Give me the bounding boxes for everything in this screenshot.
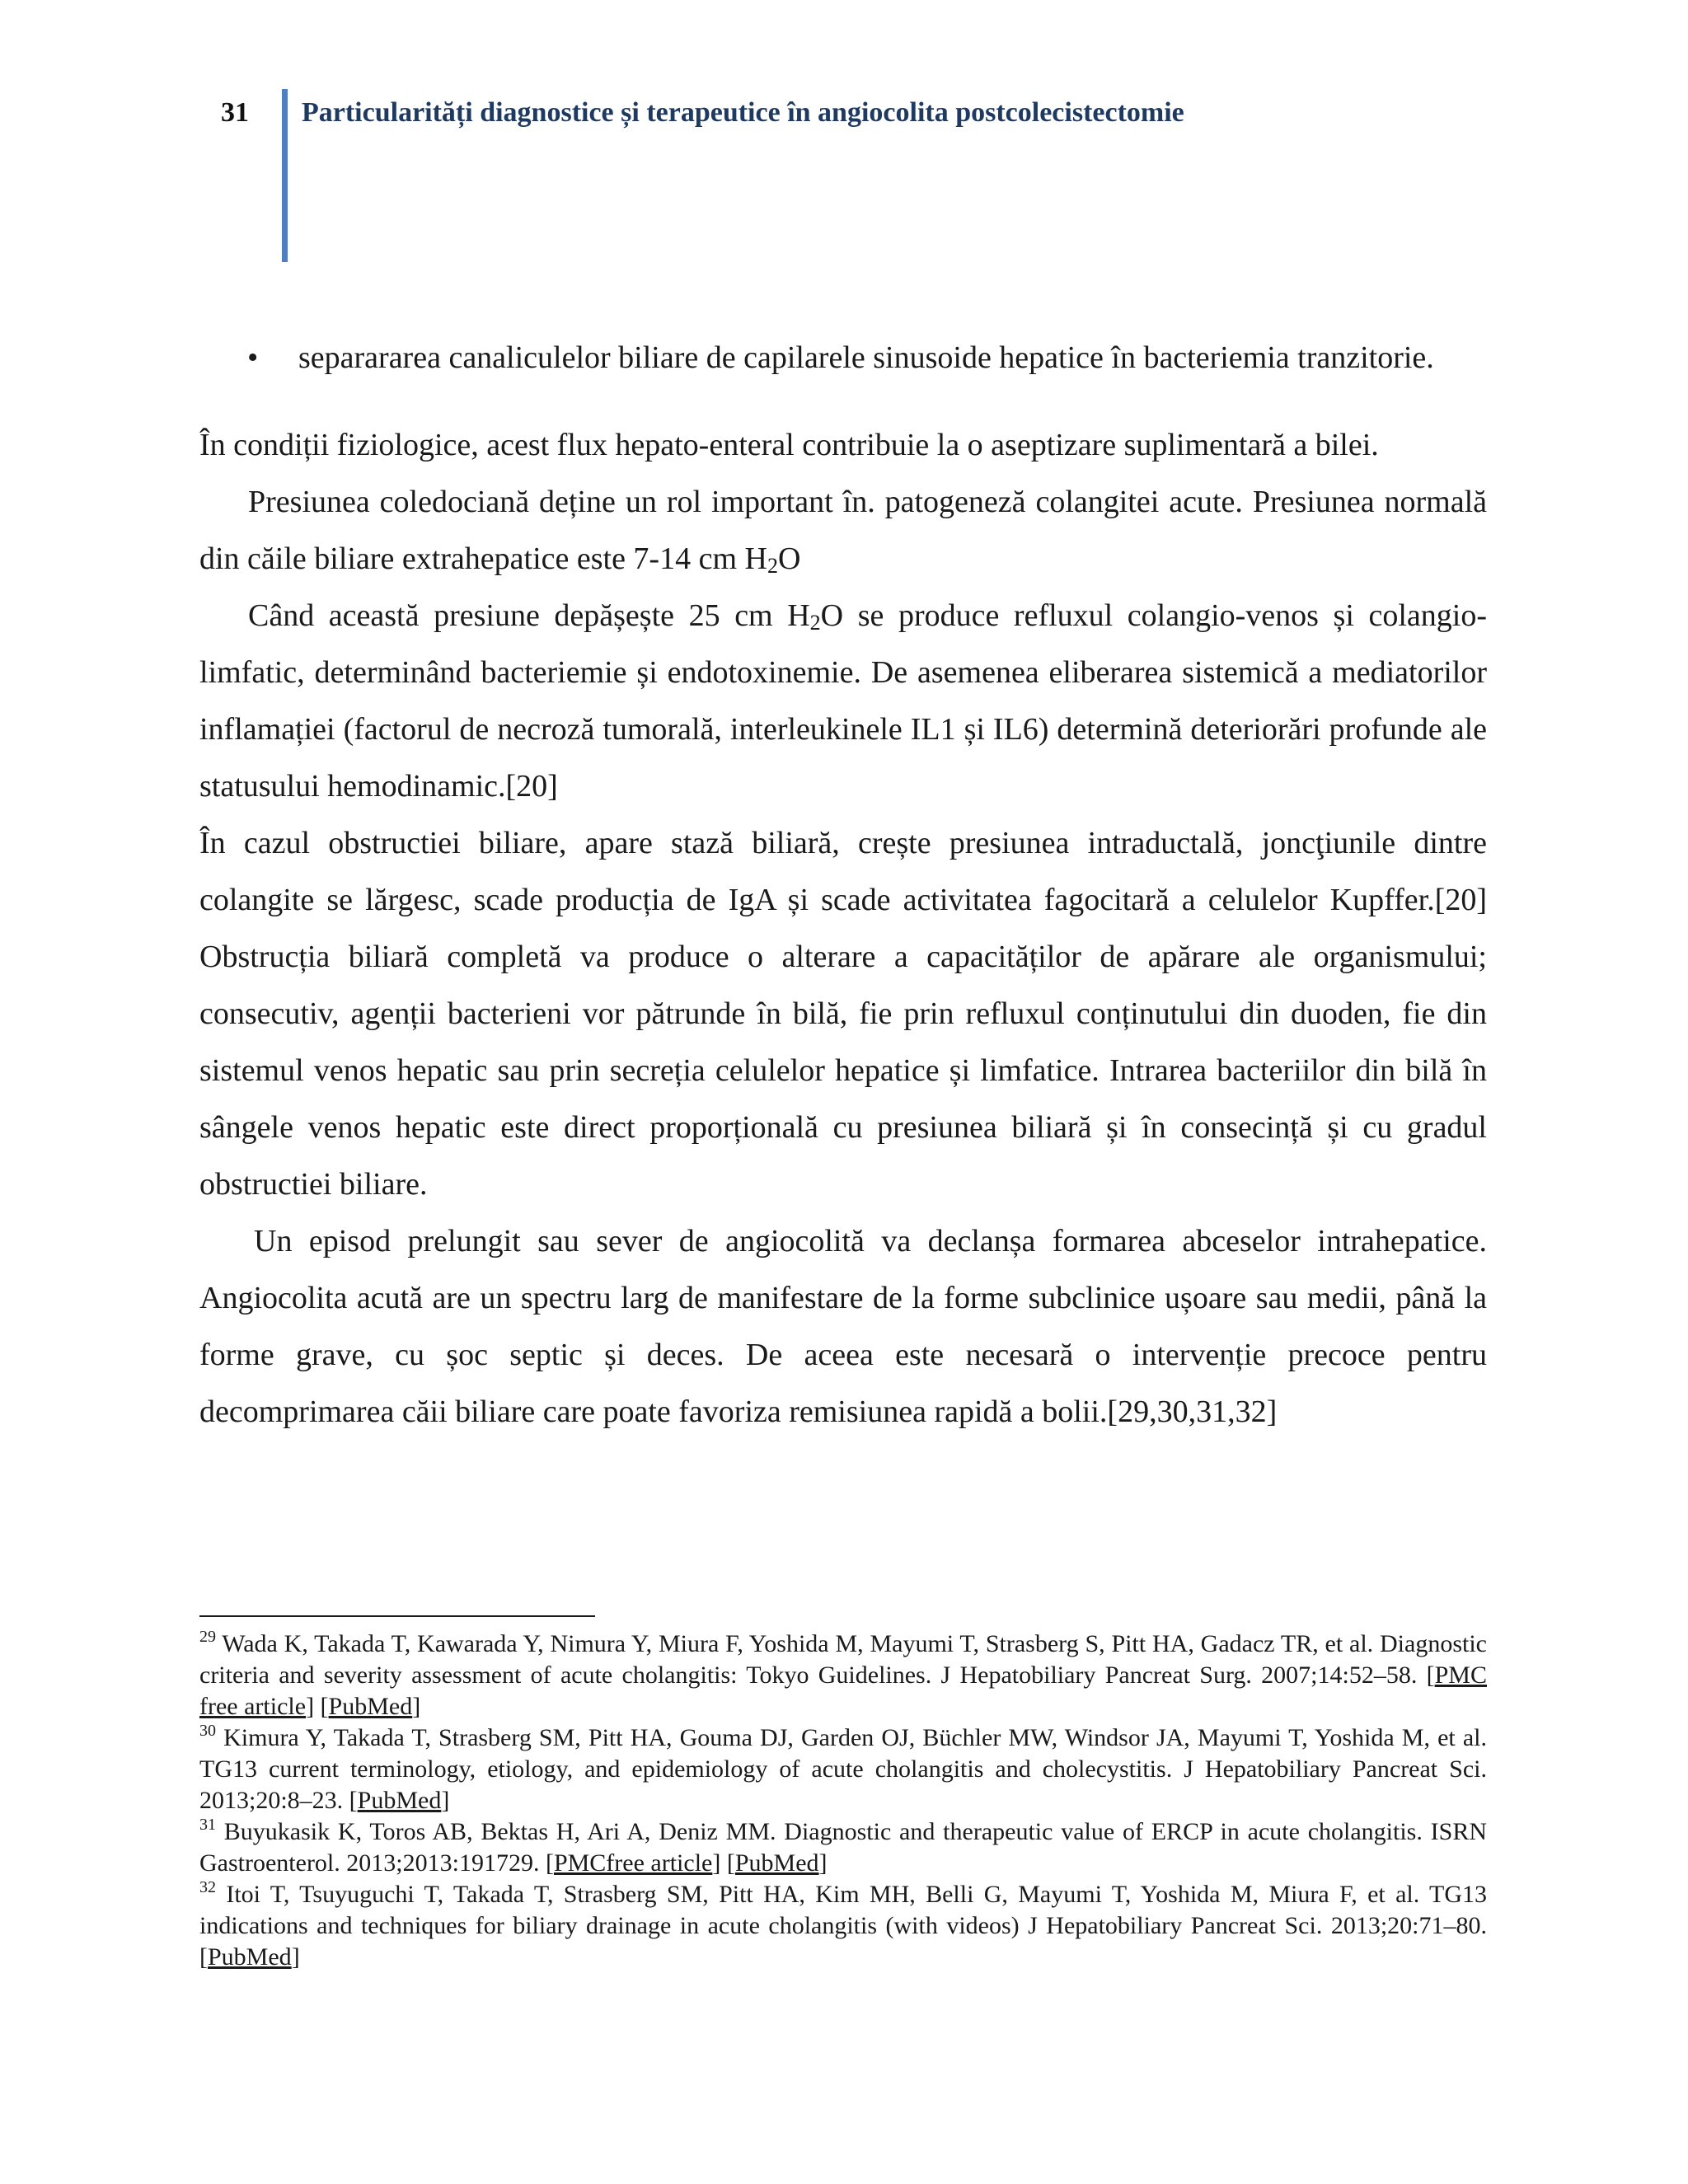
bullet-item: [199, 330, 1487, 387]
footnote-32: [199, 1879, 1487, 1973]
footnote-30: [199, 1722, 1487, 1816]
footnote-separator-text: ] [: [306, 1693, 329, 1720]
pubmed-link[interactable]: PubMed: [208, 1943, 292, 1971]
bullet-icon: •: [247, 340, 259, 375]
pmc-free-article-link[interactable]: PMC free article: [199, 1661, 1487, 1720]
footnote-text: Itoi T, Tsuyuguchi T, Takada T, Strasberg SM, Pitt HA, Kim MH, Belli G, Mayumi T, Yoshida M, Miura F, et al. TG13 indications and techniques for biliary drainage in acute cholangitis (with videos) J Hepatobiliary Pancreat Sci. 2013;20:71–80. [: [199, 1881, 1487, 1971]
pubmed-link[interactable]: PubMed: [734, 1849, 819, 1877]
paragraph-2: [199, 474, 1487, 588]
page-number: 31: [221, 97, 249, 128]
footnote-number: 29: [199, 1628, 216, 1646]
paragraph-3-before: Când această presiune depășește 25 cm H: [248, 598, 810, 633]
footnote-end: ]: [818, 1849, 828, 1877]
paragraph-1: În condiții fiziologice, acest flux hepato-enteral contribuie la o aseptizare suplimentară a bilei.: [199, 428, 1379, 462]
footnote-end: ]: [412, 1693, 421, 1720]
header-accent-bar: [282, 89, 288, 262]
paragraph-3: [199, 588, 1487, 815]
paragraph-2-text: Presiunea coledociană deține un rol important în. patogeneză colangitei acute. Presiunea normală din căile biliare extrahepatice este 7-14 cm H: [199, 485, 1487, 576]
footnote-end: ]: [291, 1943, 300, 1971]
pmc-free-article-link[interactable]: PMCfree article: [553, 1849, 713, 1877]
paragraph-5: Un episod prelungit sau sever de angiocolită va declanșa formarea abceselor intrahepatice. Angiocolita acută are un spectru larg de manifestare de la forme subclinice ușoare sau medii, până la forme grave, cu șoc septic și deces. De aceea este necesară o intervenție precoce pentru decomprimarea căii biliare care poate favoriza remisiunea rapidă a bolii.[29,30,31,32]: [199, 1224, 1487, 1429]
running-title: Particularități diagnostice și terapeutice în angiocolita postcolecistectomie: [302, 97, 1184, 128]
paragraph-3-after: O se produce refluxul colangio-venos și colangio-limfatic, determinând bacteriemie și endotoxinemie. De asemenea eliberarea sistemică a mediatorilor inflamației (factorul de necroză tumorală, interleukinele IL1 și IL6) determină deteriorări profunde ale statusului hemodinamic.[20]: [199, 598, 1487, 804]
footnote-separator: [199, 1615, 595, 1617]
footnote-31: [199, 1816, 1487, 1879]
footnote-separator-text: ] [: [712, 1849, 735, 1877]
footnote-text: Wada K, Takada T, Kawarada Y, Nimura Y, Miura F, Yoshida M, Mayumi T, Strasberg S, Pitt HA, Gadacz TR, et al. Diagnostic criteria and severity assessment of acute cholangitis: Tokyo Guidelines. J Hepatobiliary Pancreat Surg. 2007;14:52–58. [: [199, 1630, 1487, 1689]
footnote-text: Buyukasik K, Toros AB, Bektas H, Ari A, Deniz MM. Diagnostic and therapeutic value of ERCP in acute cholangitis. ISRN Gastroenterol. 2013;2013:191729. [: [199, 1818, 1487, 1877]
subscript-2: 2: [809, 611, 821, 635]
pubmed-link[interactable]: PubMed: [328, 1693, 413, 1720]
footnotes: [199, 1629, 1487, 1973]
footnote-text: Kimura Y, Takada T, Strasberg SM, Pitt HA, Gouma DJ, Garden OJ, Büchler MW, Windsor JA, Mayumi T, Yoshida M, et al. TG13 current terminology, etiology, and epidemiology of acute cholangitis and cholecystitis. J Hepatobiliary Pancreat Sci. 2013;20:8–23. [: [199, 1724, 1487, 1814]
page-header: [0, 0, 1688, 272]
footnote-number: 32: [199, 1878, 216, 1896]
footnote-29: [199, 1629, 1487, 1722]
body-text: [199, 330, 1487, 1441]
paragraph-4: În cazul obstructiei biliare, apare stază biliară, crește presiunea intraductală, joncţiunile dintre colangite se lărgesc, scade producția de IgA și scade activitatea fagocitară a celulelor Kupffer.[20] Obstrucția biliară completă va produce o alterare a capacităților de apărare ale organismului; consecutiv, agenții bacterieni vor pătrunde în bilă, fie prin refluxul conținutului din duoden, fie din sistemul venos hepatic sau prin secreția celulelor hepatice și limfatice. Intrarea bacteriilor din bilă în sângele venos hepatic este direct proporțională cu presiunea biliară și în consecință și cu gradul obstructiei biliare.: [199, 826, 1487, 1202]
bullet-text: separararea canaliculelor biliare de capilarele sinusoide hepatice în bacteriemia tranzitorie.: [298, 340, 1434, 375]
subscript-2: 2: [767, 554, 778, 578]
pubmed-link[interactable]: PubMed: [357, 1787, 442, 1814]
footnote-number: 31: [199, 1816, 216, 1834]
footnote-number: 30: [199, 1722, 216, 1740]
footnote-end: ]: [441, 1787, 450, 1814]
paragraph-2-after: O: [777, 541, 801, 576]
